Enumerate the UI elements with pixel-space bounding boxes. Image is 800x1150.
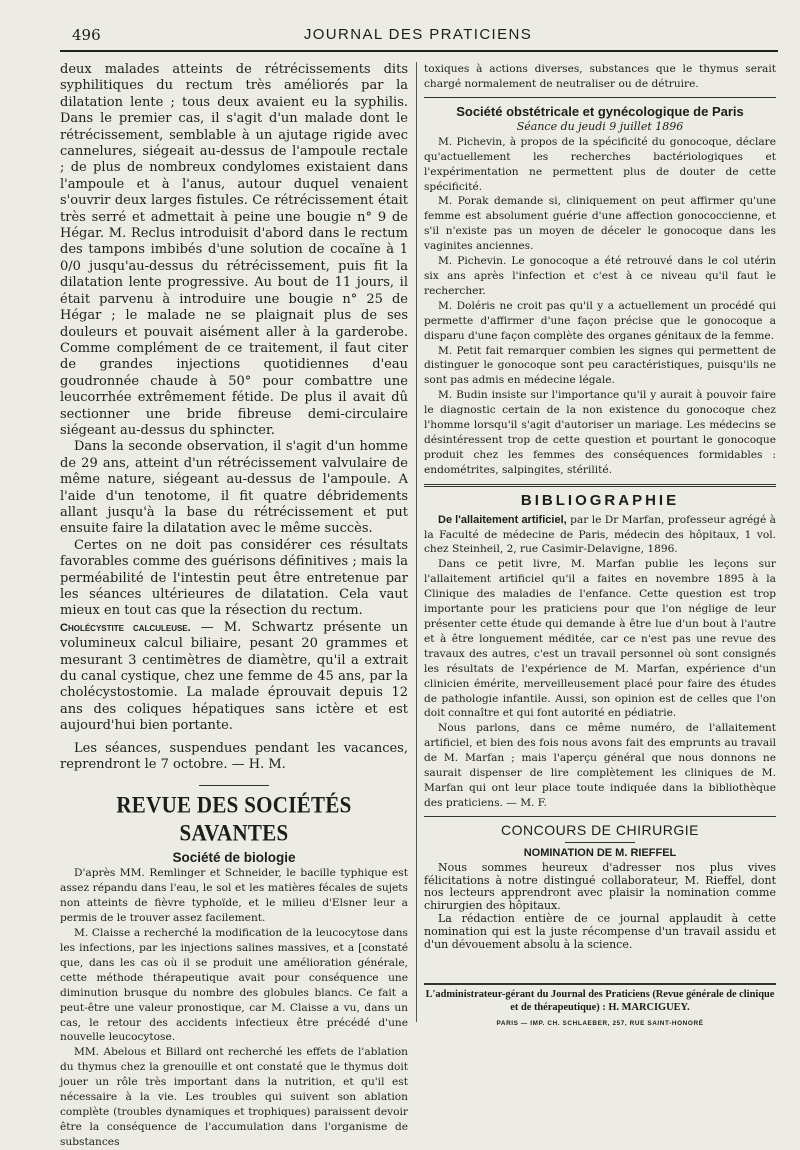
biologie-paragraph: D'après MM. Remlinger et Schneider, le bacille typhique est assez répandu dans l'eau, le sol et les matières fécales de sujets non atteints de fièvre typhoïde, et le milieu d'Elsner leur a permis de le trouver assez facilement. [60,867,408,925]
nomination-heading: NOMINATION DE M. RIEFFEL [523,846,677,859]
header-rule [60,50,778,52]
column-separator [416,62,417,1022]
continuation-paragraph: toxiques à actions diverses, substances que le thymus serait chargé normalement de neutraliser ou de détruire. [424,63,776,90]
biologie-paragraph: MM. Abelous et Billard ont recherché les effets de l'ablation du thymus chez la grenouille et ont constaté que le thymus doit jouer un rôle très important dans la nutrition, et qu'il est nécessaire à la vie. Les troubles qui suivent son ablation complète (troubles dynamiques et trophiques) paraissent devoir être la conséquence de l'accumulation dans l'organisme de substances [60,1046,408,1148]
biblio-lead: De l'allaitement artificiel, [438,513,567,526]
page-number: 496 [72,26,101,44]
administrator-line: L'administrateur-gérant du Journal des Praticiens (Revue générale de clinique et de thérapeutique) : H. MARCIGUEY. [425,989,775,1013]
biblio-paragraph: Dans ce petit livre, M. Marfan publie les leçons sur l'allaitement artificiel qu'il a faites en novembre 1895 à la Clinique des maladies de l'enfance. Cette question est trop importante pour les praticiens pour que l'on néglige de leur présenter cette étude qui demande à être lue d'un bout à l'autre et à être longuement méditée, car ce n'est pas une revue des travaux des autres, c'est un travail personnel où sont consignés les résultats de l'expérience de M. Marfan, expérience d'un clinicien émérite, merveilleusement placé pour faire des études de pathologie infantile. Aussi, son opinion est de celles que l'on doit connaître et qui font autorité en pédiatrie. [424,558,776,720]
section-divider [424,97,776,98]
section-divider [565,842,635,843]
obstetricale-heading: Société obstétricale et gynécologique de Paris [456,103,744,119]
rieffel-paragraph: La rédaction entière de ce journal applaudit à cette nomination qui est la juste récompense d'un travail assidu et d'un dévouement absolu à la science. [424,911,776,951]
page-header [58,26,778,48]
journal-title: JOURNAL DES PRATICIENS [303,26,533,43]
printer-line: PARIS — IMP. CH. SCHLAEBER, 257, RUE SAINT-HONORÉ [496,1020,704,1028]
cholecystite-paragraph [60,620,408,735]
cholecystite-lead: Cholécystite calculeuse. [60,621,191,634]
section-divider [199,785,269,786]
rieffel-paragraph: Nous sommes heureux d'adresser nos plus vives félicitations à notre distingué collaborateur, M. Rieffel, dont nos lecteurs apprendront avec plaisir la nomination comme chirurgien des hôpitaux. [424,860,776,913]
obstetricale-paragraph: M. Pichevin. Le gonocoque a été retrouvé dans le col utérin six ans après l'infection et c'est à ce niveau qu'il faut le rechercher. [424,255,776,297]
obstetricale-paragraph: M. Petit fait remarquer combien les signes qui permettent de distinguer le gonocoque sont peu caractéristiques, puisqu'ils ne sont pas admis en médecine légale. [424,344,776,387]
cholecystite-text: — M. Schwartz présente un volumineux calcul biliaire, pesant 20 grammes et mesurant 3 centimètres de diamètre, qu'il a extrait du canal cystique, chez une femme de 45 ans, par la cholécystostomie. La malade éprouvait depuis 12 ans des coliques hépatiques sans ictère et est aujourd'hui bien portante. [60,619,408,734]
closing-note: Les séances, suspendues pendant les vacances, reprendront le 7 octobre. — H. M. [60,740,408,773]
right-column [424,62,776,992]
biologie-paragraph: M. Claisse a recherché la modification de la leucocytose dans les infections, par les injections salines massives, et a [constaté que, dans les cas où il se produit une amélioration générale, cette méthode thérapeutique avait pour conséquence une diminution brusque du nombre des globules blancs. Ce fait a peut-être une valeur pronostique, car M. Claisse a vu, dans un cas, le retour des accidents infectieux être précédé d'une nouvelle leucocytose. [60,927,408,1044]
biblio-paragraph [424,513,776,558]
obstetricale-paragraph: M. Pichevin, à propos de la spécificité du gonocoque, déclare qu'actuellement les recherches bactériologiques et l'expérimentation ne permettent plus de douter de cette spécificité. [424,135,776,193]
section-divider [424,816,776,817]
article-paragraph: Dans la seconde observation, il s'agit d'un homme de 29 ans, atteint d'un rétrécissement valvulaire de même nature, siégeant au-dessus de l'ampoule. A l'aide d'un tenotome, il fit quatre débridements allant jusqu'à la base du rétrécissement et put ensuite faire la dilatation avec le même succès. [60,439,408,537]
section-divider [424,484,776,487]
footer [424,983,776,1027]
concours-heading: CONCOURS DE CHIRURGIE [501,821,699,838]
obstetricale-paragraph: M. Doléris ne croit pas qu'il y a actuellement un procédé qui permette d'affirmer d'une façon précise que le gonocoque a disparu d'une façon complète des organes génitaux de la femme. [424,299,776,342]
obstetricale-paragraph: M. Budin insiste sur l'importance qu'il y aurait à pouvoir faire le diagnostic certain de la non existence du gonocoque chez l'homme lorsqu'il s'agit d'autoriser un mariage. Les médecins se désintéressent trop de cette question et pourtant le gonocoque produit chez les femmes des conséquences formidables : endométrites, salpingites, stérilité. [424,389,776,476]
article-paragraph: deux malades atteints de rétrécissements dits syphilitiques du rectum très améliorés par la dilatation lente ; tous deux avaient eu la syphilis. Dans le premier cas, il s'agit d'un malade dont le rétrécissement, semblable à un ajutage rigide avec cannelures, siégeait au-dessus de l'ampoule rectale ; de plus de nombreux condylomes existaient dans l'ampoule et à l'anus, autour duquel venaient s'ouvrir deux larges fistules. Ce rétrécissement était très serré et admettait à peine une bougie n° 9 de Hégar. M. Reclus introduisit d'abord dans le rectum des tampons imbibés d'une solution de cocaïne à 1 0/0 jusqu'au-dessus du rétrécissement, puis fit la dilatation lente progressive. Au bout de 11 jours, il était parvenu à introduire une bougie n° 25 de Hégar ; le malade ne se plaignait plus de ses douleurs et pouvait aisément aller à la garderobe. Comme complément de ce traitement, il faut citer de grandes injections quotidiennes d'eau goudronnée chaude à 50° pour combattre une leucorrhée extrêmement fétide. De plus il avait dû sectionner une bride fibreuse demi-circulaire siégeant au-dessus du sphincter. [60,62,408,438]
article-paragraph: Certes on ne doit pas considérer ces résultats favorables comme des guérisons définitives ; mais la perméabilité de l'intestin peut être entretenue par les séances ultérieures de dilatation. Cela vaut mieux en tout cas que la résection du rectum. [60,537,408,619]
biblio-paragraph: Nous parlons, dans ce même numéro, de l'allaitement artificiel, et bien des fois nous avons fait des emprunts au travail de M. Marfan ; mais l'aperçu général que nous donnons ne saurait dispenser de lire complètement les cliniques de M. Marfan qui ont leur place toute indiquée dans la bibliothèque des praticiens. — M. F. [424,722,776,809]
biblio-first-text: par le Dr Marfan, professeur agrégé à la Faculté de médecine de Paris, médecin des hôpitaux, 1 vol. chez Steinheil, 2, rue Casimir-Delavigne, 1896. [424,513,776,556]
revue-banner: REVUE DES SOCIÉTÉS SAVANTES [116,791,352,847]
biologie-heading: Société de biologie [172,850,296,866]
bibliographie-banner: BIBLIOGRAPHIE [520,491,680,509]
obstetricale-date: Séance du jeudi 9 juillet 1896 [516,119,684,133]
left-column [60,62,408,1148]
obstetricale-paragraph: M. Porak demande si, cliniquement on peut affirmer qu'une femme est absolument guérie d'une affection gonococcienne, et s'il n'existe pas un moyen de déceler le gonocoque dans les vaginites anciennes. [424,195,776,253]
